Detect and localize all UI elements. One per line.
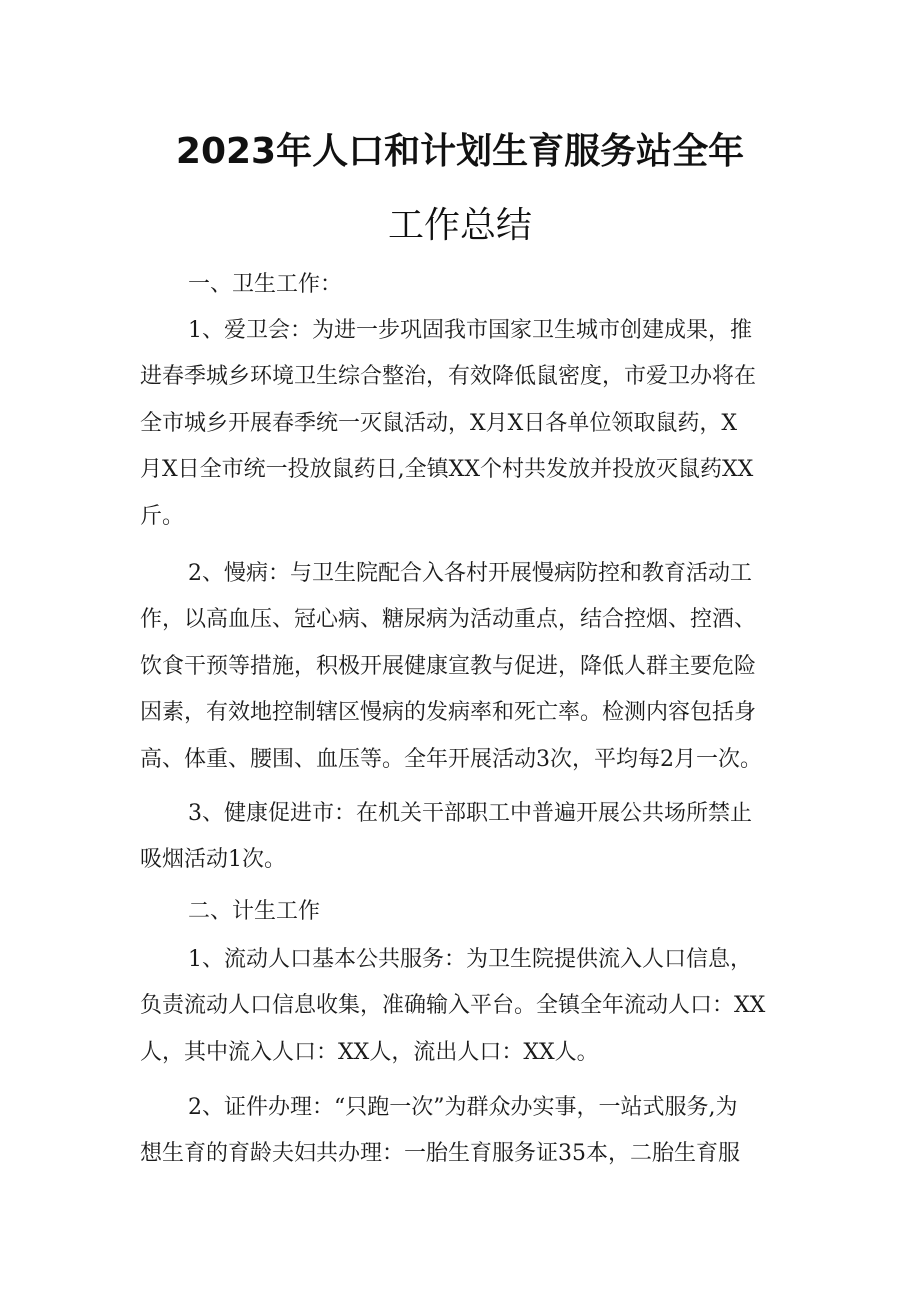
paragraph-certificate-processing [140, 1085, 790, 1178]
paragraph-floating-population [140, 937, 790, 1076]
paragraph-line: 3、健康促进市：在机关干部职工中普遍开展公共场所禁止 [188, 801, 752, 826]
paragraph-line: 1、爱卫会：为进一步巩固我市国家卫生城市创建成果，推 [188, 318, 752, 343]
paragraph-patriotic-health [140, 308, 790, 540]
paragraph-line: 负责流动人口信息收集，准确输入平台。全镇全年流动人口：XX [140, 993, 766, 1019]
paragraph-line: 2、证件办理：“只跑一次”为群众办实事，一站式服务,为 [188, 1095, 738, 1120]
paragraph-line: 月X日全市统一投放鼠药日,全镇XX个村共发放并投放灭鼠药XX [140, 457, 754, 483]
paragraph-line: 1、流动人口基本公共服务：为卫生院提供流入人口信息， [188, 947, 752, 972]
paragraph-line: 高、体重、腰围、血压等。全年开展活动3次，平均每2月一次。 [140, 746, 762, 772]
paragraph-line: 吸烟活动1次。 [140, 847, 286, 873]
paragraph-line: 作，以高血压、冠心病、糖尿病为活动重点，结合控烟、控酒、 [140, 607, 757, 633]
document-title-line-2: 工作总结 [387, 205, 532, 246]
paragraph-chronic-disease [140, 551, 790, 783]
section-heading-family-planning: 二、计生工作 [188, 899, 321, 924]
paragraph-line: 想生育的育龄夫妇共办理：一胎生育服务证35本，二胎生育服 [140, 1141, 740, 1167]
paragraph-health-promotion [140, 791, 790, 884]
paragraph-line: 饮食干预等措施，积极开展健康宣教与促进，降低人群主要危险 [140, 653, 757, 679]
paragraph-line: 进春季城乡环境卫生综合整治，有效降低鼠密度，市爱卫办将在 [140, 364, 757, 390]
paragraph-line: 斤。 [140, 503, 185, 529]
paragraph-line: 因素，有效地控制辖区慢病的发病率和死亡率。检测内容包括身 [140, 700, 757, 726]
paragraph-line: 全市城乡开展春季统一灭鼠活动，X月X日各单位领取鼠药，X [140, 410, 737, 436]
document-title-line-1: 2023年人口和计划生育服务站全年 [175, 131, 745, 172]
paragraph-line: 人，其中流入人口：XX人，流出人口：XX人。 [140, 1039, 599, 1065]
paragraph-line: 2、慢病：与卫生院配合入各村开展慢病防控和教育活动工 [188, 561, 752, 586]
section-heading-health: 一、卫生工作： [188, 272, 343, 297]
